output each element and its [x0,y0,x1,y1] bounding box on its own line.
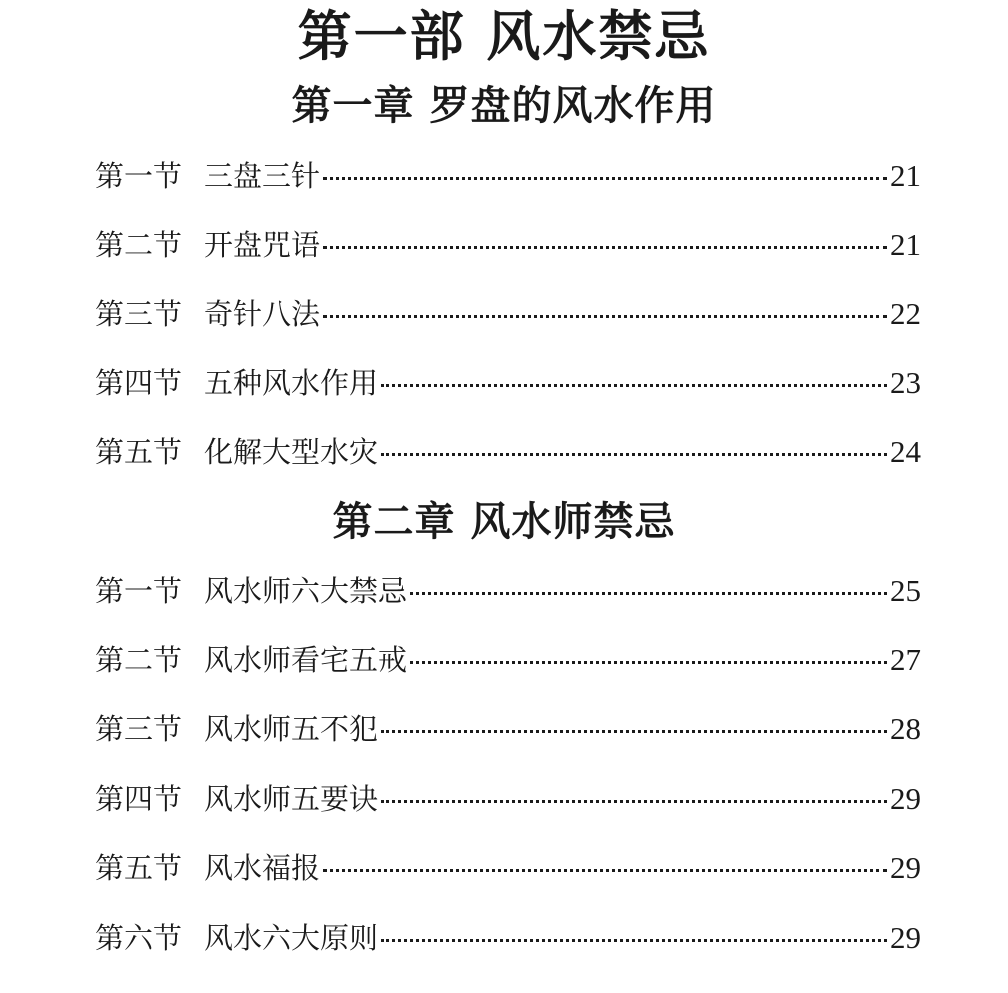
section-label: 第一节 [95,159,183,193]
dot-leader [323,868,887,872]
toc-entry[interactable] [95,363,921,403]
page-number: 25 [890,573,921,608]
dot-leader [323,176,887,180]
section-label: 第四节 [95,782,183,816]
dot-leader [410,660,887,664]
section-title: 风水六大原则 [204,921,379,955]
section-title: 风水师看宅五戒 [204,643,408,677]
section-label: 第六节 [95,921,183,955]
page-number: 28 [890,711,921,746]
toc-entry[interactable] [95,156,921,196]
section-title: 风水师五不犯 [204,712,379,746]
page-number: 29 [890,850,921,885]
section-title: 化解大型水灾 [204,435,379,469]
toc-entry[interactable] [95,709,921,749]
page-number: 27 [890,642,921,677]
chapter-title: 第一章 罗盘的风水作用 [291,82,717,129]
dot-leader [323,314,887,318]
dot-leader [381,383,887,387]
page-number: 22 [890,296,921,331]
section-title: 三盘三针 [204,159,321,193]
page-number: 21 [890,227,921,262]
dot-leader [410,591,887,595]
part-title: 第一部 风水禁忌 [297,4,711,68]
section-label: 第五节 [95,851,183,885]
toc-entry[interactable] [95,779,921,819]
chapter-title: 第二章 风水师禁忌 [332,498,676,545]
dot-leader [381,799,887,803]
page-number: 21 [890,158,921,193]
section-label: 第二节 [95,228,183,262]
section-title: 风水福报 [204,851,321,885]
page-number: 29 [890,781,921,816]
toc-entry[interactable] [95,918,921,958]
section-label: 第一节 [95,574,183,608]
dot-leader [381,729,887,733]
toc-entry[interactable] [95,432,921,472]
dot-leader [381,452,887,456]
section-label: 第四节 [95,366,183,400]
toc-entry[interactable] [95,640,921,680]
section-label: 第五节 [95,435,183,469]
section-title: 五种风水作用 [204,366,379,400]
toc-entry[interactable] [95,848,921,888]
section-title: 奇针八法 [204,297,321,331]
toc-entry[interactable] [95,294,921,334]
section-label: 第三节 [95,712,183,746]
section-title: 风水师六大禁忌 [204,574,408,608]
dot-leader [323,245,887,249]
toc-entry[interactable] [95,571,921,611]
section-title: 风水师五要诀 [204,782,379,816]
page-number: 24 [890,434,921,469]
page-number: 29 [890,920,921,955]
section-title: 开盘咒语 [204,228,321,262]
section-label: 第三节 [95,297,183,331]
toc-entry[interactable] [95,225,921,265]
dot-leader [381,938,887,942]
page-number: 23 [890,365,921,400]
section-label: 第二节 [95,643,183,677]
